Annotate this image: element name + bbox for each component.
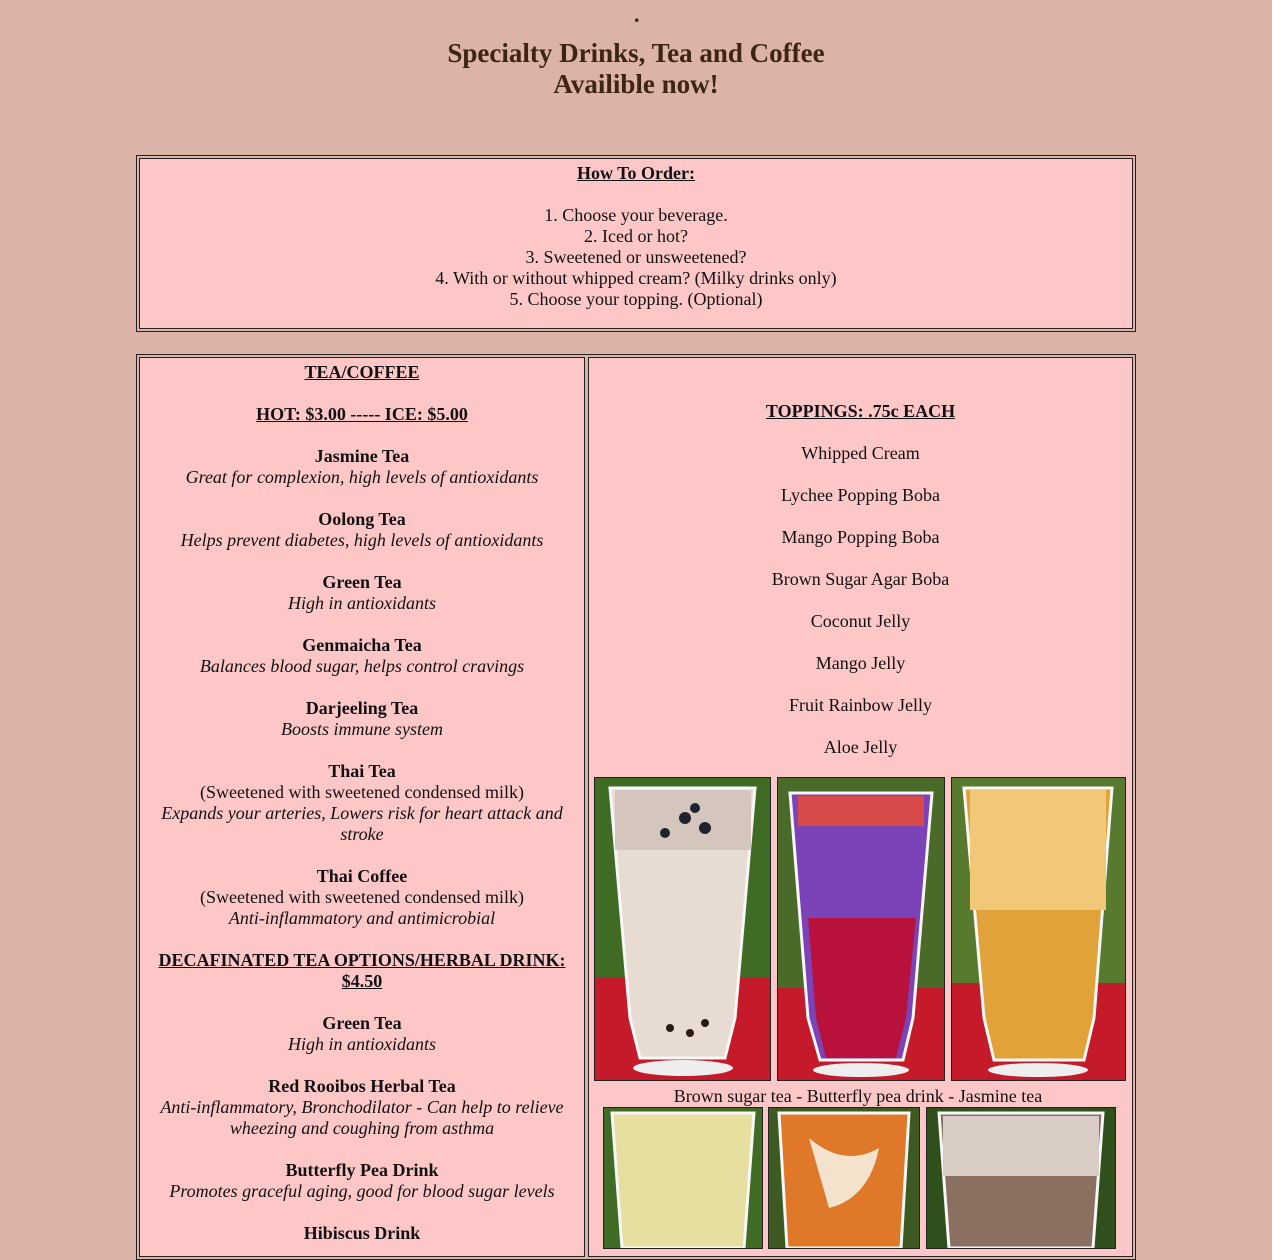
tea-coffee-heading: TEA/COFFEE [304, 362, 420, 382]
how-to-order-heading: How To Order: [576, 163, 695, 183]
tea-note: (Sweetened with sweetened condensed milk) [200, 887, 524, 907]
tea-desc: Great for complexion, high levels of antioxidants [185, 467, 539, 487]
menu-table [136, 354, 1136, 1260]
tea-coffee-column [139, 357, 585, 1257]
tea-desc: Balances blood sugar, helps control cravings [199, 656, 525, 676]
butterfly-pea-drink-photo [777, 777, 945, 1081]
tea-desc: Helps prevent diabetes, high levels of antioxidants [180, 530, 544, 550]
tea-desc: Anti-inflammatory and antimicrobial [228, 908, 496, 928]
tea-note: (Sweetened with sweetened condensed milk) [200, 782, 524, 802]
topping-item: Whipped Cream [801, 443, 920, 463]
order-step: 3. Sweetened or unsweetened? [525, 247, 747, 267]
topping-item: Fruit Rainbow Jelly [789, 695, 932, 715]
price-line: HOT: $3.00 ----- ICE: $5.00 [256, 404, 468, 424]
order-step: 2. Iced or hot? [584, 226, 688, 246]
tea-desc: Expands your arteries, Lowers risk for heart attack and stroke [161, 803, 563, 844]
decaf-desc: Promotes graceful aging, good for blood sugar levels [169, 1181, 555, 1201]
page-title [0, 38, 1272, 100]
tea-desc: Boosts immune system [281, 719, 443, 739]
photo-caption: Brown sugar tea - Butterfly pea drink - Jasmine tea [673, 1086, 1043, 1106]
brown-sugar-tea-photo [594, 777, 771, 1081]
tea-desc: High in antioxidants [288, 593, 436, 613]
topping-item: Coconut Jelly [810, 611, 911, 631]
tea-name: Thai Coffee [316, 866, 408, 886]
decaf-heading: DECAFINATED TEA OPTIONS/HERBAL DRINK: $4.50 [158, 950, 566, 991]
order-step: 5. Choose your topping. (Optional) [509, 289, 763, 309]
decaf-desc: High in antioxidants [288, 1034, 436, 1054]
tea-name: Oolong Tea [318, 509, 406, 529]
topping-item: Mango Popping Boba [781, 527, 940, 547]
decaf-name: Red Rooibos Herbal Tea [268, 1076, 456, 1096]
tea-name: Jasmine Tea [314, 446, 410, 466]
toppings-heading: TOPPINGS: .75c EACH [765, 401, 956, 421]
topping-item: Brown Sugar Agar Boba [771, 569, 950, 589]
drink-photo-5 [768, 1107, 920, 1249]
tea-name: Genmaicha Tea [302, 635, 422, 655]
decaf-name: Hibiscus Drink [303, 1223, 421, 1243]
drink-photo-6 [926, 1107, 1116, 1249]
tea-name: Thai Tea [328, 761, 396, 781]
order-step: 4. With or without whipped cream? (Milky drinks only) [435, 268, 837, 288]
order-step: 1. Choose your beverage. [544, 205, 728, 225]
decaf-desc: Anti-inflammatory, Bronchodilator - Can help to relieve wheezing and coughing from asthma [160, 1097, 564, 1138]
title-line-2: Availible now! [553, 69, 719, 99]
decaf-name: Butterfly Pea Drink [285, 1160, 439, 1180]
title-line-1: Specialty Drinks, Tea and Coffee [447, 38, 825, 68]
topping-item: Lychee Popping Boba [781, 485, 940, 505]
how-to-order-box [136, 155, 1136, 332]
header-dot: . [634, 2, 640, 27]
drink-photos-row-2 [594, 1107, 1126, 1247]
toppings-column [588, 357, 1133, 1257]
topping-item: Mango Jelly [815, 653, 906, 673]
jasmine-tea-photo [951, 777, 1126, 1081]
tea-name: Darjeeling Tea [305, 698, 419, 718]
tea-name: Green Tea [322, 572, 402, 592]
topping-item: Aloe Jelly [823, 737, 898, 757]
drink-photo-4 [603, 1107, 763, 1249]
drink-photos-row-1 [594, 777, 1126, 1081]
decaf-name: Green Tea [322, 1013, 402, 1033]
